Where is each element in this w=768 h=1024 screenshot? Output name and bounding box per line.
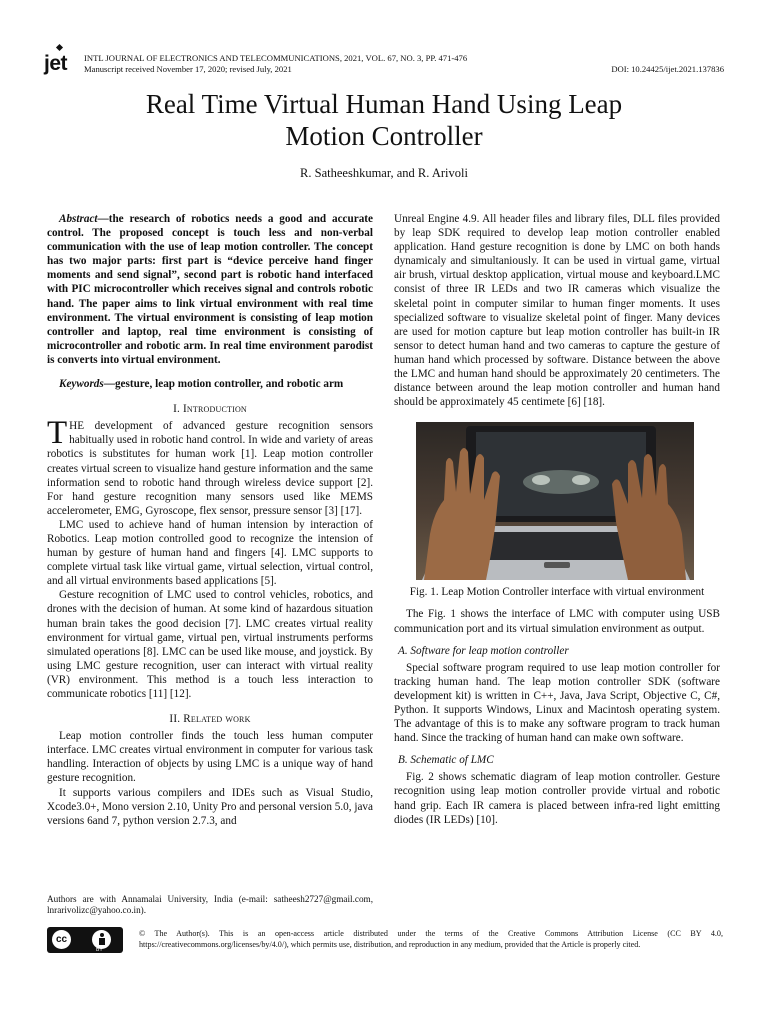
figure-1-photo xyxy=(416,422,694,580)
person-icon-body xyxy=(99,938,105,945)
paper-title-line-2: Motion Controller xyxy=(285,121,483,151)
laptop-hands-illustration xyxy=(416,422,694,580)
manuscript-dates: Manuscript received November 17, 2020; revised July, 2021 xyxy=(84,63,292,74)
paper-title-line-1: Real Time Virtual Human Hand Using Leap xyxy=(145,89,623,119)
logo-diamond-icon xyxy=(56,44,63,51)
authors: R. Satheeshkumar, and R. Arivoli xyxy=(300,166,468,180)
related-paragraph-1: Leap motion controller finds the touch less human computer interface. LMC creates virtual environment in computer for various task handling. Interaction of objects by using LMC is a unique way of hand gesture recognition. xyxy=(47,730,373,785)
cc-by-badge xyxy=(47,927,123,953)
journal-header xyxy=(44,46,724,82)
intro-paragraph-3: Gesture recognition of LMC used to control vehicles, robotics, and drones with the decision of human. At some kind of hazardous situation human brain takes the good decision [7]. LMC creates virtual reality environment for virtual game, virtual pen, virtual instruments performs simulated operations [8]. LMC can be used like mouse, and joystick. By using LMC gesture recognition, user can interact with virtual reality (VR) environment. This method is a touch less interaction to communicate robotics [11] [12]. xyxy=(47,589,373,700)
license-text: © The Author(s). This is an open-access article distributed under the terms of the Creative Commons Attribution License (CC BY 4.0, https://creativecommons.org/licenses/by/4.0/), which permits use, distribution, and reproduction in any medium, provided that the Article is properly cited. xyxy=(139,929,723,949)
keywords xyxy=(47,377,373,391)
journal-citation: INTL JOURNAL OF ELECTRONICS AND TELECOMMUNICATIONS, 2021, VOL. 67, NO. 3, PP. 471-476 xyxy=(84,53,468,63)
right-paragraph-1: Unreal Engine 4.9. All header files and library files, DLL files provided by leap SDK required to develop leap motion controller enabled application. Hand gesture recognition is done by LMC on both hands dynamicaly and simultaniously. It can be used in virtual game, virtual air brush, virtual desktop application, virtual mouse and keyboard.LMC consist of three IR LEDs and two IR cameras which visualize the skeletal point in computer similar to human finger moments. It uses specialized software to visualize skeletal point of finger. Many devices are used for motion capture but leap motion controller has built-in IR sensor to detect human hand and two cameras to capture the gesture of human hand which processed by software. Distance between the above the LMC and human hand should be approximately 20 centimeters. The distance between around the leap motion controller and human hand should be approximately 45 centimete [6] [18]. xyxy=(394,213,720,409)
journal-logo: jet xyxy=(44,52,68,75)
abstract-lead: Abstract xyxy=(59,213,98,225)
keywords-lead: Keywords xyxy=(59,378,104,391)
section-heading-related-work: II. Related work xyxy=(169,713,251,726)
paper-title xyxy=(60,88,708,152)
virtual-hand-right xyxy=(572,475,590,485)
figure-1-caption: Fig. 1. Leap Motion Controller interface with virtual environment xyxy=(409,586,705,599)
virtual-hand-left xyxy=(532,475,550,485)
right-paragraph-2: The Fig. 1 shows the interface of LMC with computer using USB communication port and its virtual simulation environment as output. xyxy=(394,608,720,635)
right-column xyxy=(394,212,720,827)
cc-icon: cc xyxy=(52,930,71,949)
license-block xyxy=(47,927,723,957)
header-row-2 xyxy=(84,64,724,75)
author-footnote-text: Authors are with Annamalai University, India (e-mail: satheesh2727@gmail.com, lnrarivolizc@yahoo.co.in). xyxy=(47,894,373,915)
related-paragraph-2: It supports various compilers and IDEs such as Visual Studio, Xcode3.0+, Mono version 2.10, Unity Pro and personal version 5.0, java versions 6and 7, python version 2.7.3, and xyxy=(47,786,373,827)
intro-paragraph-1-text: HE development of advanced gesture recognition sensors habitually used in robotic hand control. In wide and variety of areas robotics is substitutes for human work [1]. Leap motion controller creates virtual screen to visualize hand gesture information and the same information send to robotic hand through wireless device support [2]. For hand gesture recognition many sensors used like MEMS accelerometer, EMG, Gyroscope, flex sensor, pressure sensor [3] [17]. xyxy=(47,420,373,517)
leap-motion-device xyxy=(544,562,570,568)
abstract-text: —the research of robotics needs a good and accurate control. The proposed concept is touch less and non-verbal communication with the use of leap motion controller. The concept has two major parts: first part is “device perceive hand finger moments and send signal”, second part is robotic hand interfaced with PIC microcontroller which receives signal and controls robotic hand. The paper aims to link virtual environment with real time environment. The virtual environment is consisting of leap motion controller and laptop, real time environment is consisting of microcontroller and robotic arm. In real time environment parodist is converts into virtual environment. xyxy=(47,213,373,366)
keywords-text: —gesture, leap motion controller, and robotic arm xyxy=(103,378,344,391)
doi-text: DOI: 10.24425/ijet.2021.137836 xyxy=(611,63,724,74)
subsection-heading-software: A. Software for leap motion controller xyxy=(398,644,569,657)
abstract xyxy=(47,212,373,367)
person-icon-head xyxy=(100,933,104,937)
drop-cap: T xyxy=(47,415,68,452)
by-label: BY xyxy=(96,947,103,953)
intro-paragraph-2: LMC used to achieve hand of human intension by interaction of Robotics. Leap motion controlled good to recognize the intension of human by gesture of human hand and fingers [4]. LMC supports to complete virtual task like virtual game, virtual selection, virtual control, and all virtual environments based applications [5]. xyxy=(47,518,373,588)
intro-paragraph-1 xyxy=(47,415,373,518)
author-footnote xyxy=(47,894,373,916)
right-paragraph-4: Fig. 2 shows schematic diagram of leap motion controller. Gesture recognition using leap motion controller provide virtual and robotic hand grip. Each IR camera is placed between infra-red light emitting diodes (IR LEDs) [10]. xyxy=(394,771,720,826)
keyboard xyxy=(476,532,636,560)
subsection-heading-schematic: B. Schematic of LMC xyxy=(398,754,494,767)
right-paragraph-3: Special software program required to use leap motion controller for tracking human hand. The leap motion controller SDK (software development kit) is written in C++, Java, Java Script, Objective C, C#, Python. It supports Windows, Linux and Macintosh operating system. The advantage of this is to make any software program to track human hand. Since the tracking of human hand can make own software. xyxy=(394,661,720,745)
left-column xyxy=(47,212,373,828)
header-text xyxy=(84,53,724,74)
section-heading-introduction: I. Introduction xyxy=(173,403,247,416)
